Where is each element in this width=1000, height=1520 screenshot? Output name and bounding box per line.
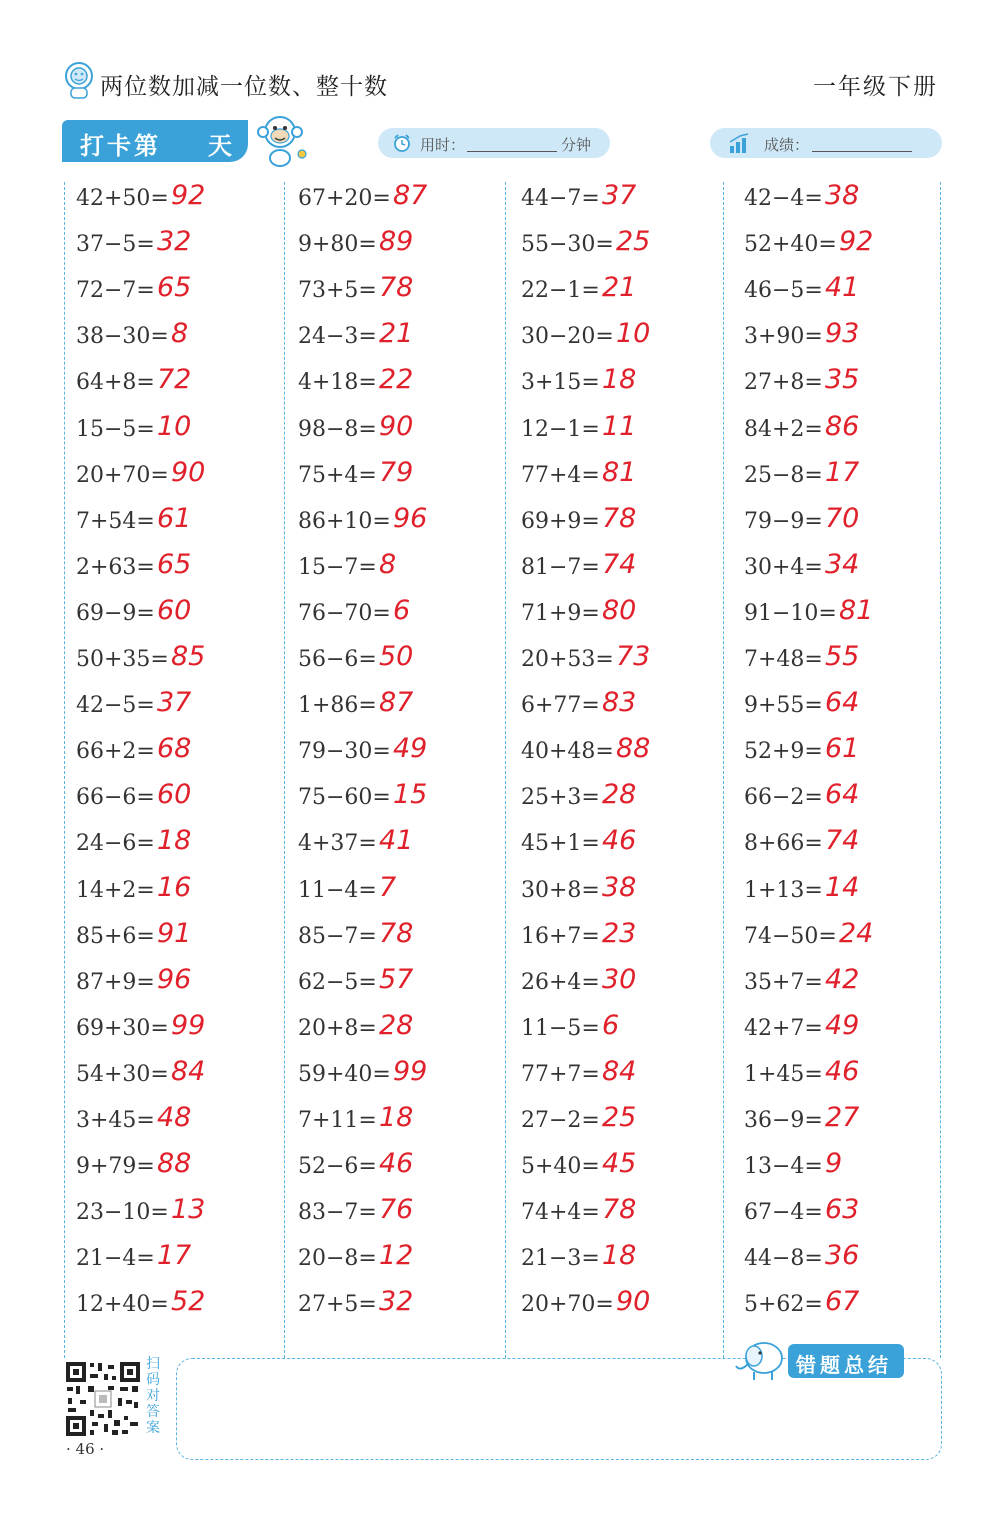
problem-expression: 77+7=	[521, 1061, 600, 1087]
problem-expression: 45+1=	[521, 831, 600, 857]
handwritten-answer: 80	[602, 594, 637, 626]
problem-expression: 1+13=	[744, 877, 823, 903]
problem-expression: 35+7=	[744, 969, 823, 995]
handwritten-answer: 10	[157, 410, 192, 442]
handwritten-answer: 21	[602, 272, 637, 304]
handwritten-answer: 65	[157, 548, 192, 580]
problem-expression: 11−4=	[298, 877, 377, 903]
handwritten-answer: 70	[825, 502, 860, 534]
problem-expression: 24−3=	[298, 324, 377, 350]
problem-expression: 20+70=	[521, 1292, 614, 1318]
handwritten-answer: 83	[602, 687, 637, 719]
problem-expression: 21−3=	[521, 1246, 600, 1272]
problem-expression: 50+35=	[76, 647, 169, 672]
problem-expression: 5+62=	[744, 1292, 823, 1318]
handwritten-answer: 78	[379, 917, 414, 949]
problem-expression: 72−7=	[76, 278, 155, 304]
problem-expression: 42+7=	[744, 1015, 823, 1041]
chart-bars-icon	[728, 132, 752, 154]
problem-expression: 81−7=	[521, 554, 600, 580]
problem-expression: 55−30=	[521, 232, 614, 258]
handwritten-answer: 64	[825, 779, 860, 811]
handwritten-answer: 38	[602, 871, 637, 903]
handwritten-answer: 46	[602, 825, 637, 857]
handwritten-answer: 28	[379, 1009, 414, 1041]
handwritten-answer: 92	[171, 180, 206, 211]
handwritten-answer: 30	[602, 963, 637, 995]
problem-expression: 30+4=	[744, 554, 823, 580]
problem-expression: 20+70=	[76, 462, 169, 488]
problem-expression: 79−9=	[744, 508, 823, 534]
problem-expression: 75+4=	[298, 462, 377, 488]
handwritten-answer: 8	[171, 318, 189, 350]
handwritten-answer: 41	[379, 825, 414, 857]
checkin-day-suffix: 天	[208, 132, 232, 160]
handwritten-answer: 86	[825, 410, 860, 442]
problem-expression: 9+80=	[298, 232, 377, 258]
problem-expression: 6+77=	[521, 693, 600, 719]
problem-expression: 44−7=	[521, 186, 600, 211]
problem-expression: 83−7=	[298, 1200, 377, 1226]
problem-expression: 62−5=	[298, 969, 377, 995]
handwritten-answer: 41	[825, 272, 860, 304]
problem-expression: 59+40=	[298, 1061, 391, 1087]
handwritten-answer: 57	[379, 963, 414, 995]
qr-code-icon[interactable]	[64, 1360, 142, 1438]
handwritten-answer: 15	[393, 779, 428, 811]
problem-expression: 20+53=	[521, 647, 614, 672]
problem-expression: 2+63=	[76, 554, 155, 580]
elephant-icon	[732, 1336, 788, 1382]
problem-expression: 25−8=	[744, 462, 823, 488]
handwritten-answer: 16	[157, 871, 192, 903]
page-number: · 46 ·	[66, 1440, 105, 1458]
problem-expression: 3+15=	[521, 370, 600, 396]
handwritten-answer: 17	[157, 1240, 192, 1272]
handwritten-answer: 90	[616, 1286, 651, 1318]
problem-expression: 42−5=	[76, 693, 155, 719]
handwritten-answer: 25	[602, 1102, 637, 1133]
time-unit: 分钟	[561, 136, 592, 154]
score-blank	[812, 151, 912, 152]
handwritten-answer: 36	[825, 1240, 860, 1272]
handwritten-answer: 99	[171, 1009, 206, 1041]
problem-expression: 42−4=	[744, 186, 823, 211]
handwritten-answer: 24	[839, 917, 874, 949]
time-label: 用时：	[420, 136, 466, 154]
handwritten-answer: 45	[602, 1148, 637, 1180]
handwritten-answer: 10	[616, 318, 651, 350]
grade-label: 一年级下册	[813, 74, 938, 100]
problem-expression: 15−5=	[76, 416, 155, 442]
handwritten-answer: 18	[602, 364, 637, 396]
problem-expression: 91−10=	[744, 600, 837, 626]
problem-expression: 79−30=	[298, 739, 391, 765]
handwritten-answer: 96	[157, 963, 192, 995]
handwritten-answer: 93	[825, 318, 860, 350]
problem-expression: 66−2=	[744, 785, 823, 811]
lion-mascot-icon	[62, 60, 96, 100]
problem-expression: 69−9=	[76, 600, 155, 626]
handwritten-answer: 78	[602, 1194, 637, 1226]
handwritten-answer: 8	[379, 548, 397, 580]
handwritten-answer: 32	[157, 226, 192, 258]
handwritten-answer: 42	[825, 963, 860, 995]
handwritten-answer: 34	[825, 548, 860, 580]
problem-expression: 15−7=	[298, 554, 377, 580]
checkin-day-prefix: 打卡第	[80, 132, 161, 160]
problem-expression: 42+50=	[76, 186, 169, 211]
handwritten-answer: 85	[171, 641, 206, 672]
problem-expression: 98−8=	[298, 416, 377, 442]
problem-expression: 37−5=	[76, 232, 155, 258]
handwritten-answer: 89	[379, 226, 414, 258]
handwritten-answer: 87	[393, 180, 428, 211]
handwritten-answer: 49	[825, 1009, 860, 1041]
problem-expression: 30+8=	[521, 877, 600, 903]
handwritten-answer: 55	[825, 641, 860, 672]
handwritten-answer: 96	[393, 502, 428, 534]
page-title: 两位数加减一位数、整十数	[100, 74, 388, 100]
problem-expression: 52−6=	[298, 1154, 377, 1180]
handwritten-answer: 61	[157, 502, 192, 534]
problem-expression: 30−20=	[521, 324, 614, 350]
alarm-clock-icon	[392, 133, 412, 153]
problem-expression: 13−4=	[744, 1154, 823, 1180]
handwritten-answer: 91	[157, 917, 192, 949]
problem-expression: 4+18=	[298, 370, 377, 396]
problem-expression: 27−2=	[521, 1108, 600, 1133]
problem-expression: 38−30=	[76, 324, 169, 350]
handwritten-answer: 88	[157, 1148, 192, 1180]
problem-expression: 85−7=	[298, 923, 377, 949]
problem-expression: 73+5=	[298, 278, 377, 304]
problem-expression: 3+45=	[76, 1108, 155, 1133]
problem-expression: 27+5=	[298, 1292, 377, 1318]
problem-expression: 75−60=	[298, 785, 391, 811]
handwritten-answer: 74	[602, 548, 637, 580]
handwritten-answer: 11	[602, 410, 637, 442]
handwritten-answer: 7	[379, 871, 397, 903]
handwritten-answer: 74	[825, 825, 860, 857]
problem-expression: 56−6=	[298, 647, 377, 672]
qr-caption: 扫码对答案	[146, 1356, 160, 1436]
column-border-right	[940, 182, 941, 1358]
handwritten-answer: 79	[379, 456, 414, 488]
handwritten-answer: 63	[825, 1194, 860, 1226]
problem-expression: 12−1=	[521, 416, 600, 442]
problem-expression: 66−6=	[76, 785, 155, 811]
problem-expression: 21−4=	[76, 1246, 155, 1272]
column-divider	[723, 182, 724, 1358]
handwritten-answer: 50	[379, 641, 414, 672]
handwritten-answer: 87	[379, 687, 414, 719]
handwritten-answer: 76	[379, 1194, 414, 1226]
handwritten-answer: 21	[379, 318, 414, 350]
handwritten-answer: 6	[393, 594, 411, 626]
problem-expression: 7+54=	[76, 508, 155, 534]
handwritten-answer: 25	[616, 226, 651, 258]
problem-expression: 24−6=	[76, 831, 155, 857]
problem-expression: 16+7=	[521, 923, 600, 949]
handwritten-answer: 99	[393, 1055, 428, 1087]
problem-expression: 71+9=	[521, 600, 600, 626]
problem-expression: 20+8=	[298, 1015, 377, 1041]
problem-expression: 69+30=	[76, 1015, 169, 1041]
handwritten-answer: 27	[825, 1102, 860, 1133]
problem-expression: 36−9=	[744, 1108, 823, 1133]
problem-expression: 76−70=	[298, 600, 391, 626]
handwritten-answer: 23	[602, 917, 637, 949]
handwritten-answer: 46	[379, 1148, 414, 1180]
problem-expression: 1+45=	[744, 1061, 823, 1087]
problem-expression: 7+48=	[744, 647, 823, 672]
handwritten-answer: 90	[171, 456, 206, 488]
handwritten-answer: 37	[157, 687, 192, 719]
handwritten-answer: 68	[157, 733, 192, 765]
handwritten-answer: 52	[171, 1286, 206, 1318]
problem-expression: 12+40=	[76, 1292, 169, 1318]
problem-expression: 8+66=	[744, 831, 823, 857]
mistake-summary-label: 错题总结	[796, 1353, 892, 1377]
handwritten-answer: 18	[379, 1102, 414, 1133]
handwritten-answer: 61	[825, 733, 860, 765]
problem-expression: 5+40=	[521, 1154, 600, 1180]
problem-expression: 67−4=	[744, 1200, 823, 1226]
handwritten-answer: 18	[602, 1240, 637, 1272]
problem-expression: 9+55=	[744, 693, 823, 719]
problem-expression: 66+2=	[76, 739, 155, 765]
handwritten-answer: 17	[825, 456, 860, 488]
problem-expression: 74+4=	[521, 1200, 600, 1226]
problem-expression: 14+2=	[76, 877, 155, 903]
handwritten-answer: 18	[157, 825, 192, 857]
handwritten-answer: 9	[825, 1148, 843, 1180]
score-label: 成绩：	[764, 136, 810, 154]
problem-expression: 44−8=	[744, 1246, 823, 1272]
handwritten-answer: 78	[602, 502, 637, 534]
handwritten-answer: 48	[157, 1102, 192, 1133]
handwritten-answer: 73	[616, 641, 651, 672]
problem-expression: 23−10=	[76, 1200, 169, 1226]
handwritten-answer: 12	[379, 1240, 414, 1272]
handwritten-answer: 81	[839, 594, 874, 626]
handwritten-answer: 65	[157, 272, 192, 304]
column-divider	[284, 182, 285, 1358]
problem-expression: 4+37=	[298, 831, 377, 857]
handwritten-answer: 37	[602, 180, 637, 211]
handwritten-answer: 60	[157, 779, 192, 811]
problem-expression: 46−5=	[744, 278, 823, 304]
handwritten-answer: 88	[616, 733, 651, 765]
handwritten-answer: 78	[379, 272, 414, 304]
problem-expression: 25+3=	[521, 785, 600, 811]
problem-expression: 9+79=	[76, 1154, 155, 1180]
problem-expression: 1+86=	[298, 693, 377, 719]
problem-expression: 3+90=	[744, 324, 823, 350]
handwritten-answer: 84	[171, 1055, 206, 1087]
handwritten-answer: 14	[825, 871, 860, 903]
handwritten-answer: 32	[379, 1286, 414, 1318]
problem-expression: 87+9=	[76, 969, 155, 995]
problem-expression: 20−8=	[298, 1246, 377, 1272]
problem-expression: 64+8=	[76, 370, 155, 396]
handwritten-answer: 13	[171, 1194, 206, 1226]
problem-expression: 52+40=	[744, 232, 837, 258]
handwritten-answer: 84	[602, 1055, 637, 1087]
handwritten-answer: 60	[157, 594, 192, 626]
handwritten-answer: 81	[602, 456, 637, 488]
problem-expression: 67+20=	[298, 186, 391, 211]
column-border-left	[64, 182, 65, 1358]
handwritten-answer: 72	[157, 364, 192, 396]
handwritten-answer: 92	[839, 226, 874, 258]
problem-expression: 69+9=	[521, 508, 600, 534]
problem-expression: 54+30=	[76, 1061, 169, 1087]
problem-expression: 27+8=	[744, 370, 823, 396]
handwritten-answer: 67	[825, 1286, 860, 1318]
problem-expression: 11−5=	[521, 1015, 600, 1041]
problem-expression: 85+6=	[76, 923, 155, 949]
handwritten-answer: 28	[602, 779, 637, 811]
problem-expression: 40+48=	[521, 739, 614, 765]
problem-expression: 7+11=	[298, 1108, 377, 1133]
problem-expression: 77+4=	[521, 462, 600, 488]
handwritten-answer: 46	[825, 1055, 860, 1087]
problem-expression: 26+4=	[521, 969, 600, 995]
problem-expression: 86+10=	[298, 508, 391, 534]
problem-expression: 22−1=	[521, 278, 600, 304]
handwritten-answer: 49	[393, 733, 428, 765]
handwritten-answer: 22	[379, 364, 414, 396]
problem-expression: 74−50=	[744, 923, 837, 949]
handwritten-answer: 35	[825, 364, 860, 396]
handwritten-answer: 90	[379, 410, 414, 442]
handwritten-answer: 38	[825, 180, 860, 211]
column-divider	[505, 182, 506, 1358]
monkey-mascot-icon	[250, 112, 310, 168]
time-blank	[467, 151, 557, 152]
problem-expression: 84+2=	[744, 416, 823, 442]
problem-expression: 52+9=	[744, 739, 823, 765]
handwritten-answer: 64	[825, 687, 860, 719]
handwritten-answer: 6	[602, 1009, 620, 1041]
